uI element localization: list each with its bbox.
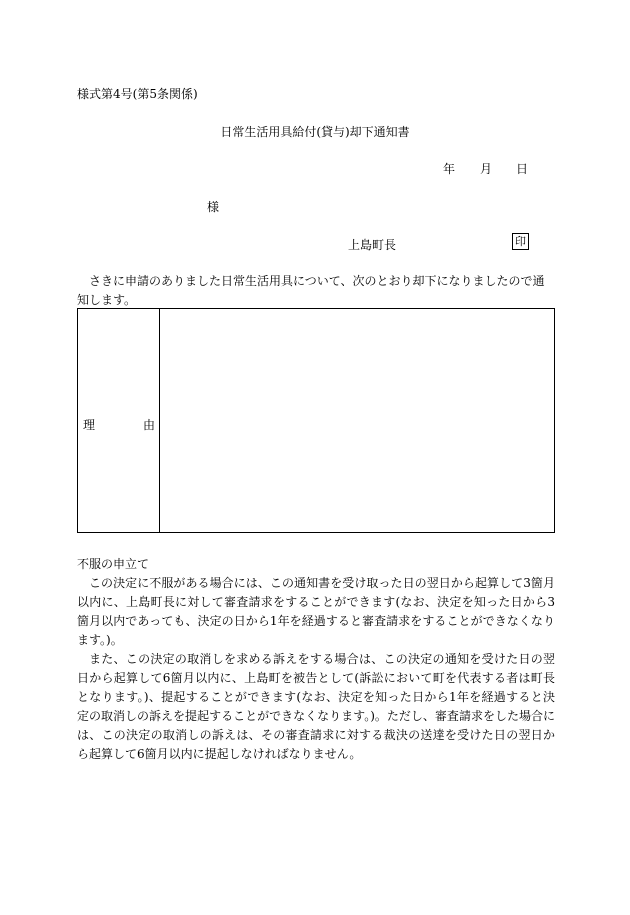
issuer-name: 上島町長 [348, 238, 397, 252]
intro-text: さきに申請のありました日常生活用具について、次のとおり却下になりましたので通知します。 [77, 274, 545, 307]
appeal-paragraph-1: この決定に不服がある場合には、この通知書を受け取った日の翌日から起算して3箇月以内に、上島町長に対して審査請求をすることができます(なお、決定を知った日から3箇月以内であっても、決定の日から1年を経過すると審査請求をすることができなくなります。)。 [77, 576, 555, 647]
reason-content-cell [160, 309, 554, 532]
reason-table [77, 308, 555, 533]
reason-header-cell [78, 309, 160, 532]
reason-label-ri: 理 [83, 418, 96, 432]
reason-label-yu: 由 [143, 418, 156, 432]
date-day-label: 日 [516, 162, 529, 176]
date-year-label: 年 [443, 162, 456, 176]
date-month-label: 月 [480, 162, 493, 176]
document-title: 日常生活用具給付(貸与)却下通知書 [220, 125, 410, 139]
appeal-paragraph-2: また、この決定の取消しを求める訴えをする場合は、この決定の通知を受けた日の翌日から起算して6箇月以内に、上島町を被告として(訴訟において町を代表する者は町長となります。)、提起することができます(なお、決定を知った日から1年を経過すると決定の取消しの訴えを提起することができなくなります。)。ただし、審査請求をした場合には、この決定の取消しの訴えは、その審査請求に対する裁決の送達を受けた日の翌日から起算して6箇月以内に提起しなければなりません。 [77, 652, 555, 761]
recipient-honorific: 様 [207, 200, 220, 214]
appeal-heading: 不服の申立て [77, 557, 150, 571]
seal-mark: 印 [512, 233, 529, 250]
form-number: 様式第4号(第5条関係) [77, 87, 198, 101]
